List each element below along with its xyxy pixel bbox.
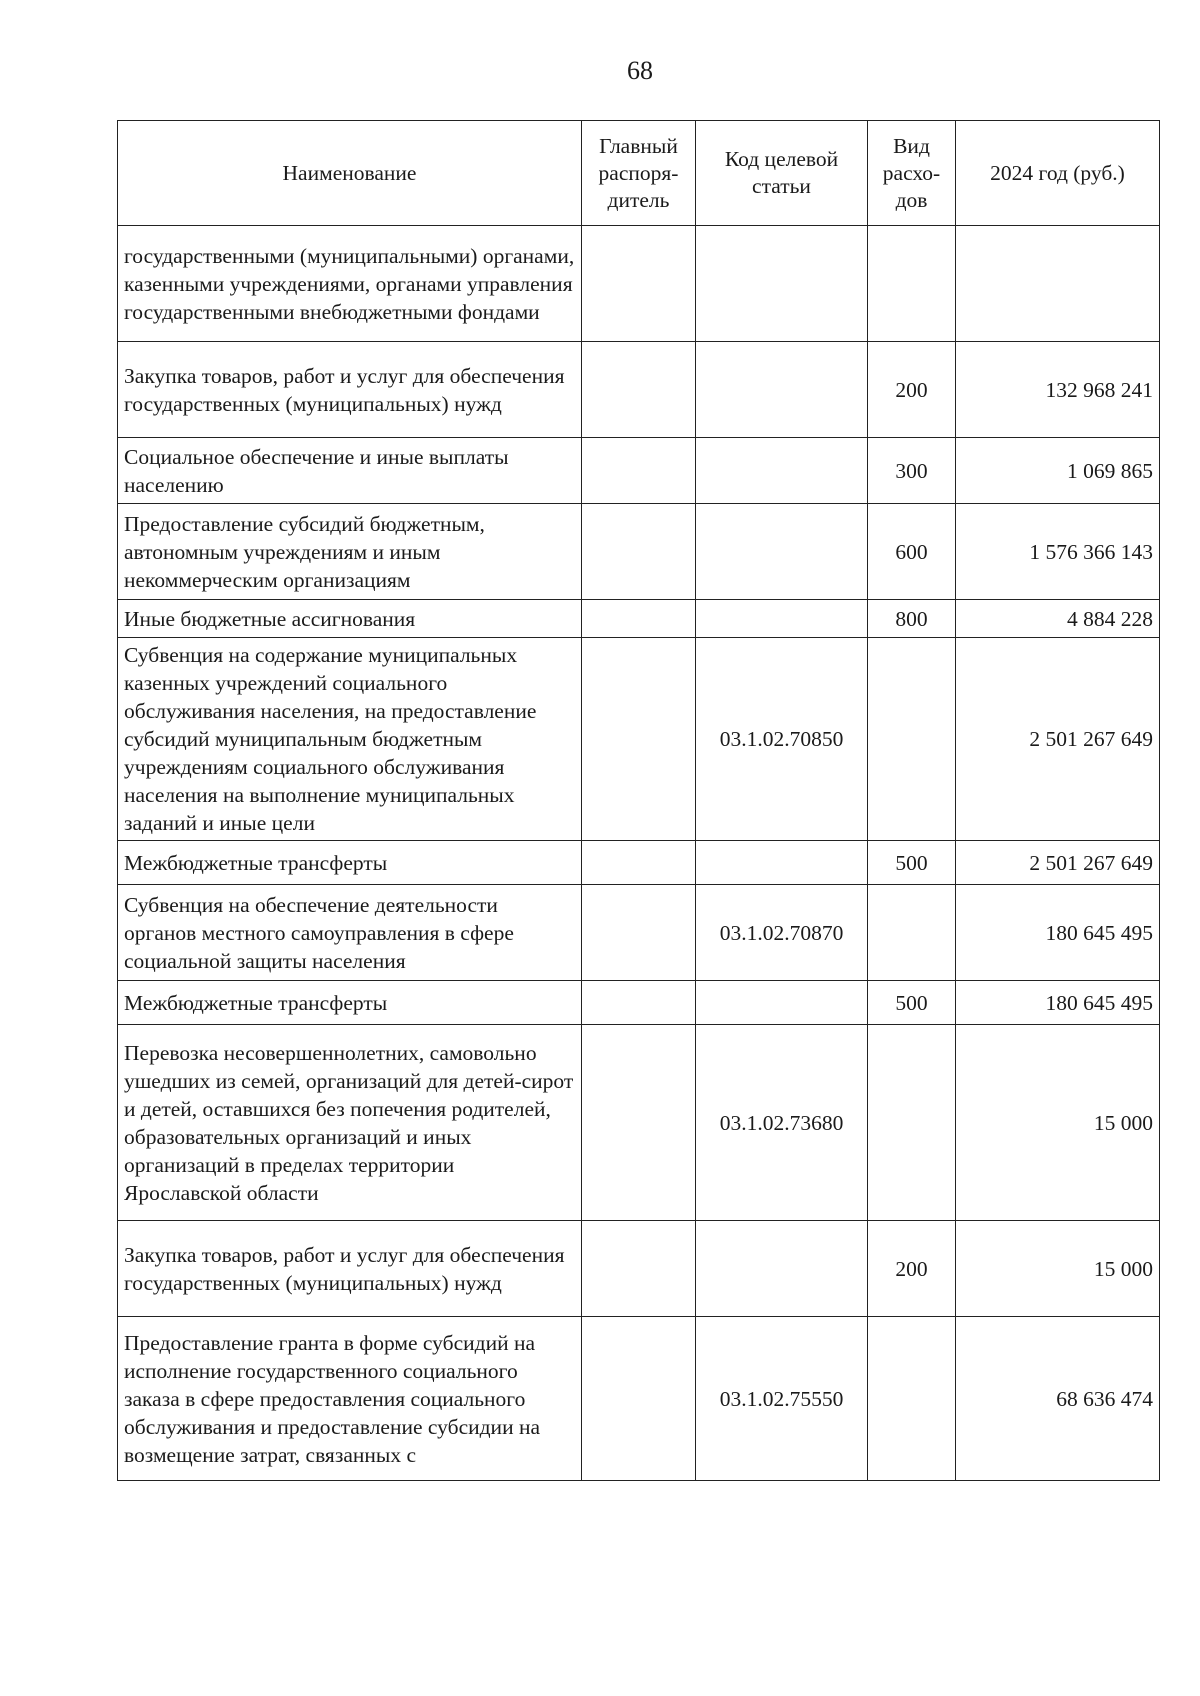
header-expense-type: Вид расхо-дов bbox=[868, 121, 956, 226]
row-name-cell: Иные бюджетные ассигнования bbox=[118, 600, 582, 638]
row-target-code-cell bbox=[696, 438, 868, 504]
table-row bbox=[118, 504, 1160, 600]
row-name-cell: Предоставление субсидий бюджетным, автономным учреждениям и иным некоммерческим организациям bbox=[118, 504, 582, 600]
row-target-code-cell: 03.1.02.70850 bbox=[696, 638, 868, 841]
row-name-cell: Закупка товаров, работ и услуг для обеспечения государственных (муниципальных) нужд bbox=[118, 342, 582, 438]
row-expense-type-cell bbox=[868, 885, 956, 981]
row-amount-cell: 180 645 495 bbox=[956, 885, 1160, 981]
page-number: 68 bbox=[627, 56, 653, 85]
row-expense-type-cell bbox=[868, 638, 956, 841]
table-header-row bbox=[118, 121, 1160, 226]
table-row bbox=[118, 226, 1160, 342]
header-name: Наименование bbox=[118, 121, 582, 226]
table-row bbox=[118, 1221, 1160, 1317]
table-row bbox=[118, 885, 1160, 981]
row-name-cell: Межбюджетные трансферты bbox=[118, 841, 582, 885]
table-body bbox=[118, 226, 1160, 1481]
row-name-cell: Субвенция на обеспечение деятельности органов местного самоуправления в сфере социальной защиты населения bbox=[118, 885, 582, 981]
row-target-code-cell bbox=[696, 600, 868, 638]
row-chief-administrator-cell bbox=[582, 504, 696, 600]
row-amount-cell: 15 000 bbox=[956, 1025, 1160, 1221]
table-row bbox=[118, 981, 1160, 1025]
row-chief-administrator-cell bbox=[582, 438, 696, 504]
row-expense-type-cell bbox=[868, 226, 956, 342]
row-expense-type-cell: 500 bbox=[868, 981, 956, 1025]
header-target-article-code: Код целевой статьи bbox=[696, 121, 868, 226]
row-chief-administrator-cell bbox=[582, 981, 696, 1025]
row-chief-administrator-cell bbox=[582, 1317, 696, 1481]
row-amount-cell: 1 576 366 143 bbox=[956, 504, 1160, 600]
row-target-code-cell bbox=[696, 504, 868, 600]
header-chief-administrator: Главный распоря-дитель bbox=[582, 121, 696, 226]
row-expense-type-cell: 300 bbox=[868, 438, 956, 504]
row-amount-cell: 2 501 267 649 bbox=[956, 841, 1160, 885]
table-row bbox=[118, 342, 1160, 438]
row-target-code-cell bbox=[696, 981, 868, 1025]
row-expense-type-cell: 600 bbox=[868, 504, 956, 600]
row-chief-administrator-cell bbox=[582, 342, 696, 438]
row-target-code-cell bbox=[696, 1221, 868, 1317]
row-amount-cell: 4 884 228 bbox=[956, 600, 1160, 638]
row-amount-cell: 1 069 865 bbox=[956, 438, 1160, 504]
row-chief-administrator-cell bbox=[582, 1025, 696, 1221]
row-name-cell: государственными (муниципальными) органами, казенными учреждениями, органами управления государственными внебюджетными фондами bbox=[118, 226, 582, 342]
budget-table bbox=[117, 120, 1160, 1481]
row-amount-cell: 132 968 241 bbox=[956, 342, 1160, 438]
row-target-code-cell: 03.1.02.75550 bbox=[696, 1317, 868, 1481]
row-chief-administrator-cell bbox=[582, 600, 696, 638]
row-name-cell: Закупка товаров, работ и услуг для обеспечения государственных (муниципальных) нужд bbox=[118, 1221, 582, 1317]
row-amount-cell: 68 636 474 bbox=[956, 1317, 1160, 1481]
row-expense-type-cell: 200 bbox=[868, 1221, 956, 1317]
table-row bbox=[118, 841, 1160, 885]
table-row bbox=[118, 638, 1160, 841]
row-amount-cell: 180 645 495 bbox=[956, 981, 1160, 1025]
row-expense-type-cell: 200 bbox=[868, 342, 956, 438]
row-chief-administrator-cell bbox=[582, 885, 696, 981]
table-row bbox=[118, 438, 1160, 504]
row-name-cell: Субвенция на содержание муниципальных казенных учреждений социального обслуживания населения, на предоставление субсидий муниципальным бюджетным учреждениям социального обслуживания населения на выполнение муниципальных заданий и иные цели bbox=[118, 638, 582, 841]
row-chief-administrator-cell bbox=[582, 226, 696, 342]
row-expense-type-cell bbox=[868, 1317, 956, 1481]
row-target-code-cell: 03.1.02.70870 bbox=[696, 885, 868, 981]
row-chief-administrator-cell bbox=[582, 1221, 696, 1317]
row-amount-cell: 15 000 bbox=[956, 1221, 1160, 1317]
table-row bbox=[118, 600, 1160, 638]
row-target-code-cell bbox=[696, 841, 868, 885]
table-row bbox=[118, 1317, 1160, 1481]
row-name-cell: Межбюджетные трансферты bbox=[118, 981, 582, 1025]
row-amount-cell: 2 501 267 649 bbox=[956, 638, 1160, 841]
row-name-cell: Предоставление гранта в форме субсидий на исполнение государственного социального заказа в сфере предоставления социального обслуживания и предоставление субсидии на возмещение затрат, связанных с bbox=[118, 1317, 582, 1481]
row-name-cell: Социальное обеспечение и иные выплаты населению bbox=[118, 438, 582, 504]
row-expense-type-cell bbox=[868, 1025, 956, 1221]
row-target-code-cell bbox=[696, 342, 868, 438]
row-target-code-cell bbox=[696, 226, 868, 342]
row-expense-type-cell: 800 bbox=[868, 600, 956, 638]
header-amount-2024: 2024 год (руб.) bbox=[956, 121, 1160, 226]
row-chief-administrator-cell bbox=[582, 638, 696, 841]
table-row bbox=[118, 1025, 1160, 1221]
row-chief-administrator-cell bbox=[582, 841, 696, 885]
row-name-cell: Перевозка несовершеннолетних, самовольно ушедших из семей, организаций для детей-сирот и детей, оставшихся без попечения родителей, образовательных организаций и иных организаций в пределах территории Ярославской области bbox=[118, 1025, 582, 1221]
row-target-code-cell: 03.1.02.73680 bbox=[696, 1025, 868, 1221]
row-amount-cell bbox=[956, 226, 1160, 342]
row-expense-type-cell: 500 bbox=[868, 841, 956, 885]
